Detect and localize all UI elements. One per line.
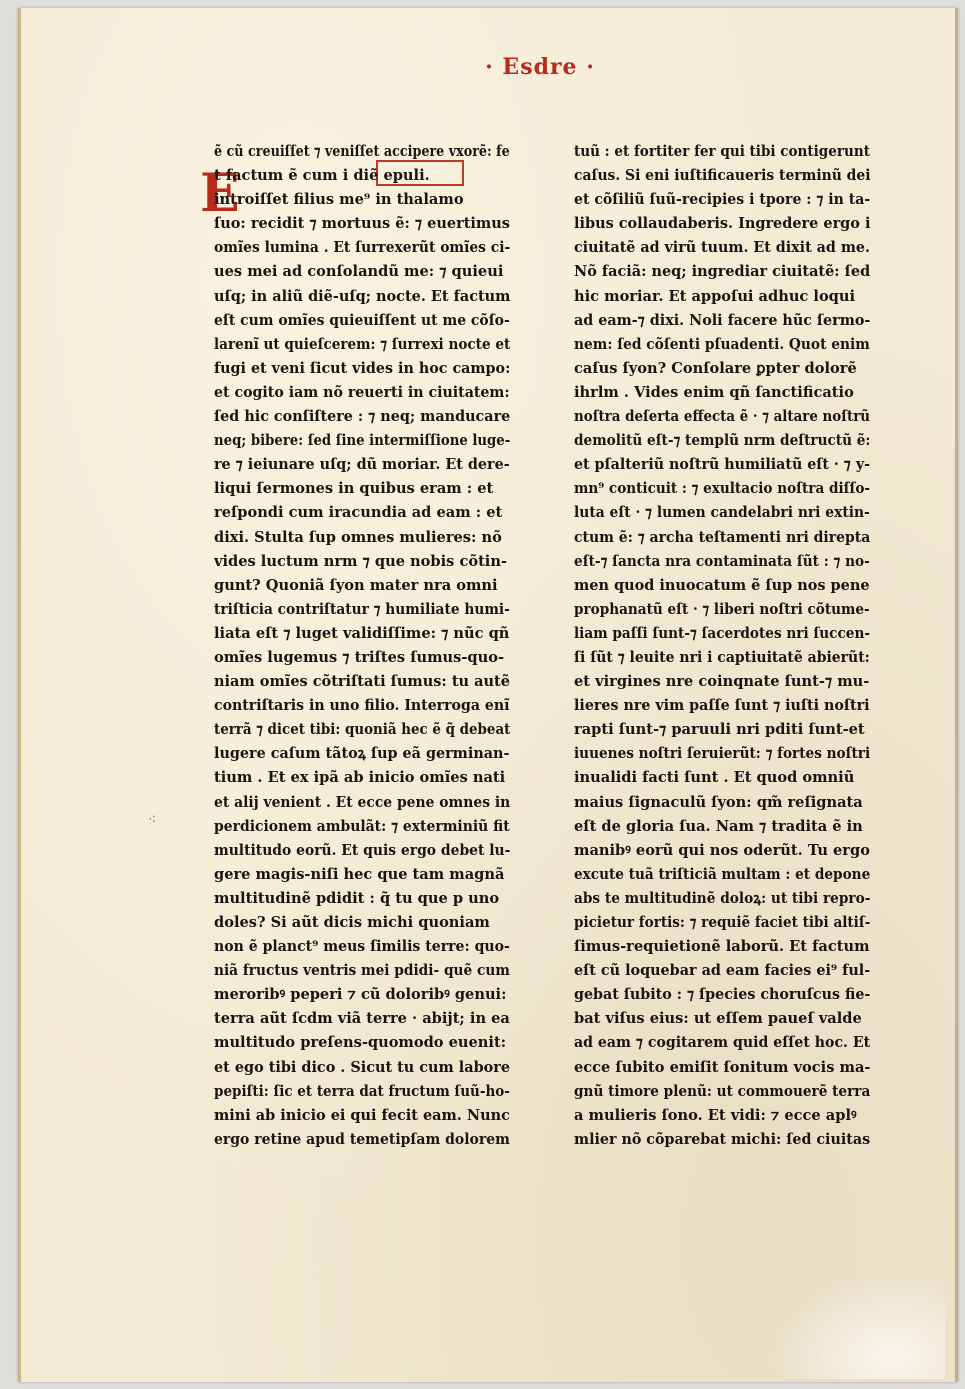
left-column-line: reſpondi cum iracundia ad eam : et: [214, 504, 503, 522]
left-text-column: [214, 140, 510, 1152]
right-column-line: inualidi facti ſunt . Et quod omniũ: [574, 769, 855, 787]
right-column-line: demolitũ eſt-⁊ templũ nrm deſtructũ ẽ:: [574, 432, 871, 450]
left-column-line: lugere caſum tãtoꝝ ſup eã germinan-: [214, 745, 510, 763]
left-column-line: et ego tibi dico . Sicut tu cum labore: [214, 1058, 511, 1076]
right-column-line: eſt cũ loquebar ad eam facies ei⁹ ful-: [574, 962, 871, 980]
left-column-line: gere magis-niſi hec que tam magnã: [214, 865, 505, 883]
left-column-line: ſuo: recidit ⁊ mortuus ẽ: ⁊ euertimus: [214, 215, 510, 233]
left-column-line: mini ab inicio ei qui fecit eam. Nunc: [214, 1106, 510, 1124]
page-corner-wear: [765, 1269, 945, 1379]
left-column-line: eſt cum omĩes quieuiſſent ut me cõſo-: [214, 311, 510, 329]
left-column-line: omĩes lumina . Et ſurrexerũt omĩes ci-: [214, 239, 511, 257]
right-column-line: Nõ faciã: neq; ingrediar ciuitatẽ: ſed: [574, 263, 871, 281]
right-column-line: tuũ : et fortiter fer qui tibi contigerunt: [574, 143, 870, 160]
right-column-line: et cõſiliũ ſuũ-recipies i tpore : ⁊ in ta-: [574, 191, 871, 209]
right-column-line: ad eam-⁊ dixi. Noli facere hũc ſermo-: [574, 311, 871, 329]
right-column-line: eſt-⁊ ſancta nra contaminata ſũt : ⁊ no-: [574, 552, 870, 570]
left-column-line: liata eſt ⁊ luget validiſſime: ⁊ nũc qñ: [214, 624, 510, 642]
left-column-line: ẽ cũ creuiſſet ⁊ veniſſet accipere vxorẽ: fe: [214, 143, 510, 160]
right-column-line: abs te multitudinẽ doloꝝ: ut tibi repro-: [574, 889, 871, 907]
right-column-line: prophanatũ eſt · ⁊ liberi noſtri cõtume-: [574, 600, 870, 618]
left-column-line: ues mei ad conſolandũ me: ⁊ quieui: [214, 263, 504, 281]
left-column-line: niã fructus ventris mei pdidi- quẽ cum: [214, 962, 510, 980]
left-column-line: vides luctum nrm ⁊ que nobis cõtin-: [214, 552, 508, 570]
left-column-line: re ⁊ ieiunare uſq; dũ moriar. Et dere-: [214, 456, 510, 474]
left-column-line: pepiſti: ſic et terra dat fructum ſuũ-ho-: [214, 1082, 510, 1100]
right-column-line: liam paſſi ſunt-⁊ ſacerdotes nri ſuccen-: [574, 624, 871, 642]
left-column-line: et cogito iam nõ reuerti in ciuitatem:: [214, 383, 510, 401]
right-column-line: nem: ſed cõſenti pſuadenti. Quot enim: [574, 335, 870, 353]
left-column-line: fugi et veni ſicut vides in hoc campo:: [214, 359, 511, 377]
right-column-line: ciuitatẽ ad virũ tuum. Et dixit ad me.: [574, 239, 870, 257]
right-column-line: excute tuã triſticiã multam : et depone: [574, 865, 871, 883]
right-column-line: mlier nõ cõparebat michi: ſed ciuitas: [574, 1130, 871, 1148]
left-column-line: liqui ſermones in quibus eram : et: [214, 480, 494, 498]
left-column-line: contriſtaris in uno filio. Interroga enĩ: [214, 697, 510, 715]
right-column-line: caſus ſyon? Conſolare ꝑpter dolorẽ: [574, 359, 857, 377]
right-text-column: [574, 140, 870, 1152]
left-column-line: multitudo eorũ. Et quis ergo debet lu-: [214, 841, 511, 859]
left-column-line: gunt? Quoniã ſyon mater nra omni: [214, 576, 498, 594]
right-column-line: gnũ timore plenũ: ut commouerẽ terra: [574, 1082, 871, 1100]
left-column-line: t factum ẽ cum i diẽ epuli.: [214, 167, 430, 185]
right-column-line: ecce ſubito emiſit ſonitum vocis ma-: [574, 1058, 870, 1076]
right-column-line: ctum ẽ: ⁊ archa teſtamenti nri direpta: [574, 528, 871, 546]
right-column-line: hic moriar. Et appoſui adhuc loqui: [574, 287, 856, 305]
left-column-line: tium . Et ex ipã ab inicio omĩes nati: [214, 769, 506, 787]
left-column-line: terrã ⁊ dicet tibi: quoniã hec ẽ q̃ debeat: [214, 721, 511, 739]
left-column-line: dixi. Stulta ſup omnes mulieres: nõ: [214, 528, 502, 546]
left-column-line: terra aũt ſcdm viã terre · abijt; in ea: [214, 1010, 510, 1028]
left-column-line: niam omĩes cõtriſtati ſumus: tu autẽ: [214, 673, 510, 691]
left-column-line: perdicionem ambulãt: ⁊ exterminiũ fit: [214, 817, 510, 835]
right-column-line: eſt de gloria ſua. Nam ⁊ tradita ẽ in: [574, 817, 863, 835]
right-column-line: maius ſignaculũ ſyon: qm̃ reſignata: [574, 793, 863, 811]
running-head: · Esdre ·: [485, 54, 595, 80]
right-column-line: noſtra deſerta effecta ẽ · ⁊ altare noſtrũ: [574, 408, 871, 426]
left-column-line: omĩes lugemus ⁊ triſtes ſumus-quo-: [214, 648, 505, 666]
illuminated-initial: E: [200, 163, 240, 224]
right-column-line: mn⁹ conticuit : ⁊ exultacio noſtra diſſo-: [574, 480, 871, 498]
right-column-line: men quod inuocatum ẽ ſup nos pene: [574, 576, 870, 594]
right-column-line: manibꝰ eorũ qui nos oderũt. Tu ergo: [574, 841, 870, 859]
right-column-line: ſimus-requietionẽ laborũ. Et factum: [574, 938, 870, 956]
right-column-line: bat viſus eius: ut eſſem paueſ valde: [574, 1010, 862, 1028]
left-column-line: introiſſet filius me⁹ in thalamo: [214, 191, 464, 209]
right-column-line: et virgines nre coinqnate ſunt-⁊ mu-: [574, 673, 870, 691]
page-right-edge: [955, 8, 958, 1382]
left-column-line: doles? Si aũt dicis michi quoniam: [214, 914, 490, 931]
left-column-line: uſq; in aliũ diẽ-uſq; nocte. Et factum: [214, 287, 511, 305]
page-left-edge: [18, 8, 21, 1382]
left-column-line: ergo retine apud temetipſam dolorem: [214, 1130, 510, 1148]
right-column-line: libus collaudaberis. Ingredere ergo i: [574, 215, 871, 233]
left-column-line: multitudinẽ pdidit : q̃ tu que p uno: [214, 889, 500, 907]
right-column-line: et pſalteriũ noſtrũ humiliatũ eſt · ⁊ y-: [574, 456, 870, 474]
left-column-line: non ẽ planct⁹ meus ſimilis terre: quo-: [214, 938, 510, 956]
right-column-line: ad eam ⁊ cogitarem quid eſſet hoc. Et: [574, 1034, 871, 1052]
left-column-line: larenĩ ut quieſcerem: ⁊ ſurrexi nocte et: [214, 335, 511, 353]
left-column-line: neq; bibere: ſed ſine intermiſſione luge-: [214, 432, 511, 450]
right-column-line: iuuenes noſtri ſeruierũt: ⁊ fortes noſtri: [574, 745, 871, 763]
right-column-line: lieres nre vim paſſe ſunt ⁊ iuſti noſtri: [574, 697, 870, 715]
right-column-line: ſi ſũt ⁊ leuite nri i captiuitatẽ abierũt:: [574, 648, 870, 666]
left-column-line: meroribꝰ peperi ⁊ cũ doloribꝰ genui:: [214, 986, 507, 1004]
left-column-line: et alij venient . Et ecce pene omnes in: [214, 793, 511, 811]
right-column-line: ihrlm . Vides enim qñ ſanctificatio: [574, 383, 854, 401]
right-column-line: luta eſt · ⁊ lumen candelabri nri extin-: [574, 504, 870, 522]
right-column-line: caſus. Si eni iuſtificaueris terminũ dei: [574, 167, 871, 185]
left-column-line: ſed hic conſiſtere : ⁊ neq; manducare: [214, 408, 511, 426]
marginal-mark: ⁖: [148, 812, 157, 828]
right-column-line: gebat ſubito : ⁊ ſpecies choruſcus fie-: [574, 986, 871, 1004]
right-column-line: picietur fortis: ⁊ requiẽ faciet tibi altiſ-: [574, 914, 871, 931]
left-column-line: triſticia contriſtatur ⁊ humiliate humi-: [214, 600, 510, 618]
right-column-line: rapti ſunt-⁊ paruuli nri pditi ſunt-et: [574, 721, 865, 739]
left-column-line: multitudo preſens-quomodo euenit:: [214, 1034, 507, 1052]
right-column-line: a mulieris ſono. Et vidi: ⁊ ecce aplꝰ: [574, 1106, 857, 1124]
